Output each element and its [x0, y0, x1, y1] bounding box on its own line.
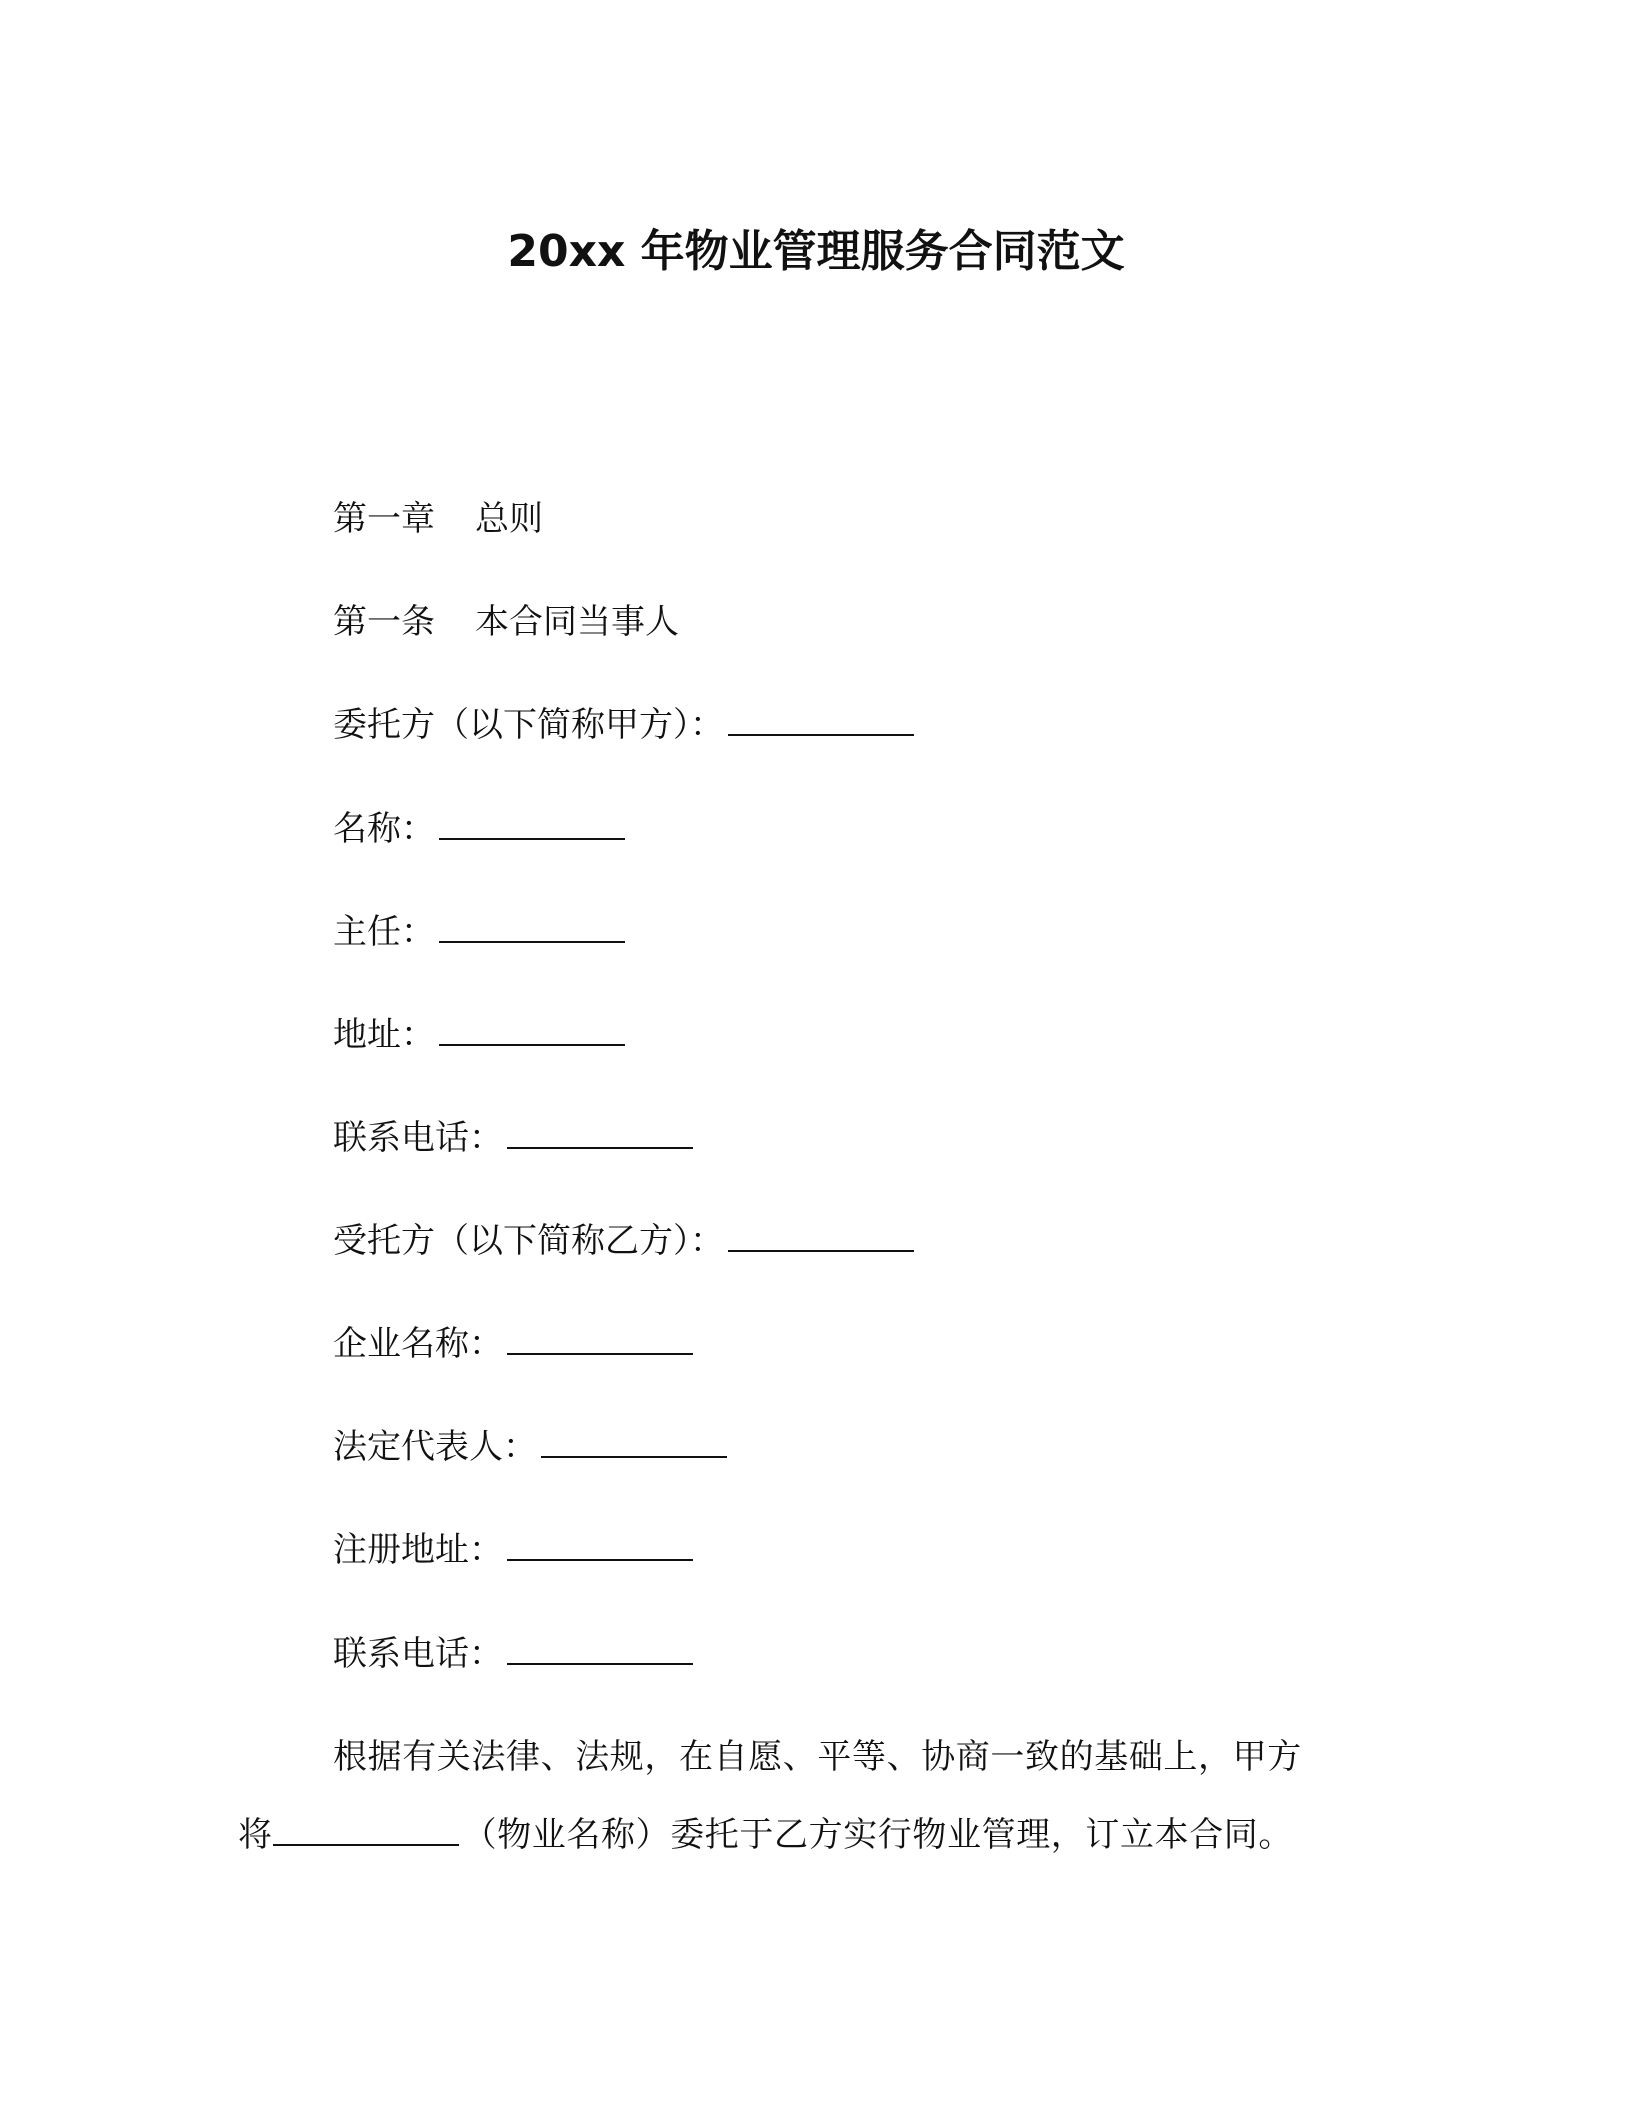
fill-blank[interactable]: [439, 808, 625, 840]
field-label: 企业名称：: [333, 1324, 503, 1364]
fill-blank[interactable]: [439, 911, 625, 943]
field-company-name: [333, 1321, 693, 1367]
paragraph-line-2-suffix: （物业名称）委托于乙方实行物业管理，订立本合同。: [462, 1815, 1294, 1855]
field-legal-rep: [333, 1424, 727, 1470]
fill-blank[interactable]: [507, 1117, 693, 1149]
article-name: 本合同当事人: [475, 602, 679, 642]
field-label: 注册地址：: [333, 1530, 503, 1570]
fill-blank[interactable]: [728, 704, 914, 736]
article-heading: [333, 599, 679, 645]
chapter-label: 第一章: [333, 499, 435, 539]
field-contractor-phone: [333, 1631, 693, 1677]
field-client-phone: [333, 1115, 693, 1161]
paragraph-line-2: [238, 1812, 1293, 1858]
chapter-name: 总则: [475, 499, 543, 539]
fill-blank[interactable]: [273, 1814, 459, 1846]
field-label: 地址：: [333, 1015, 435, 1055]
field-label: 联系电话：: [333, 1634, 503, 1674]
field-label: 主任：: [333, 912, 435, 952]
field-label: 联系电话：: [333, 1118, 503, 1158]
field-label: 委托方（以下简称甲方）：: [333, 705, 724, 745]
field-registered-address: [333, 1527, 693, 1573]
field-client: [333, 702, 914, 748]
field-client-director: [333, 909, 625, 955]
paragraph-line-2-prefix: 将: [238, 1815, 273, 1855]
fill-blank[interactable]: [507, 1529, 693, 1561]
fill-blank[interactable]: [507, 1633, 693, 1665]
article-label: 第一条: [333, 602, 435, 642]
field-label: 受托方（以下简称乙方）：: [333, 1221, 724, 1261]
fill-blank[interactable]: [541, 1426, 727, 1458]
document-title: 20xx 年物业管理服务合同范文: [507, 226, 1125, 277]
field-client-address: [333, 1012, 625, 1058]
field-label: 名称：: [333, 809, 435, 849]
field-contractor: [333, 1218, 914, 1264]
fill-blank[interactable]: [507, 1323, 693, 1355]
fill-blank[interactable]: [439, 1014, 625, 1046]
fill-blank[interactable]: [728, 1220, 914, 1252]
chapter-heading: [333, 496, 543, 542]
field-client-name: [333, 806, 625, 852]
field-label: 法定代表人：: [333, 1427, 537, 1467]
paragraph-line-1: 根据有关法律、法规，在自愿、平等、协商一致的基础上，甲方: [333, 1737, 1302, 1777]
